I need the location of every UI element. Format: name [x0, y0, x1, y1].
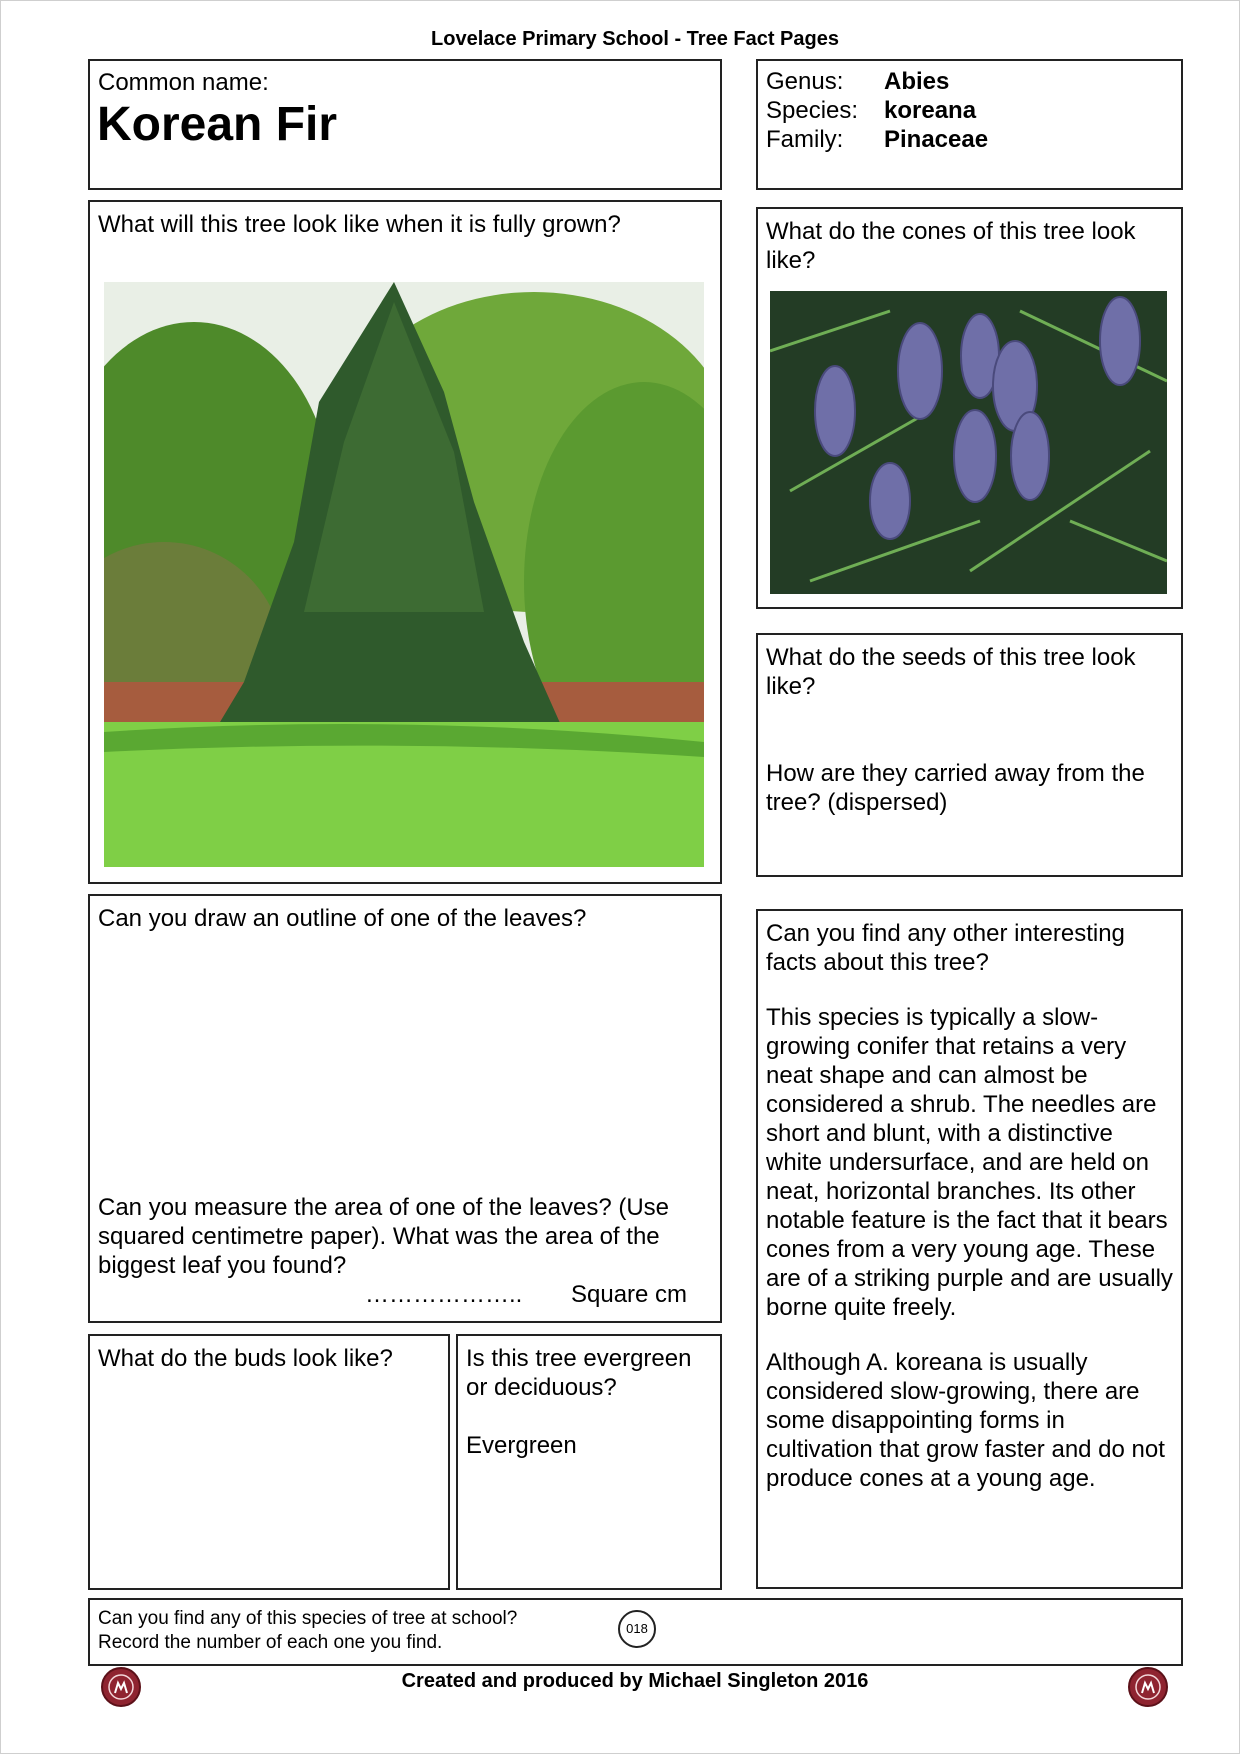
common-name: Korean Fir	[97, 98, 338, 151]
cones-box	[756, 207, 1183, 609]
cones-photo	[770, 291, 1167, 594]
common-name-box	[88, 59, 722, 190]
family-value: Pinaceae	[884, 126, 989, 153]
school-record-line-2: Record the number of each one you find.	[98, 1632, 443, 1653]
buds-question: What do the buds look like?	[98, 1345, 393, 1372]
school-record-box	[88, 1598, 1183, 1666]
facts-paragraph-2: Although A. koreana is usually considered slow-growing, there are some disappointing forms in cultivation that grow faster and do not produce cones at a young age.	[766, 1349, 1165, 1492]
facts-content	[766, 919, 1174, 1519]
genus-row	[766, 67, 1173, 96]
seeds-box	[756, 633, 1183, 877]
cones-question: What do the cones of this tree look like?	[766, 218, 1136, 274]
common-name-label: Common name:	[98, 69, 269, 96]
family-row	[766, 125, 1173, 154]
footer-credit: Created and produced by Michael Singleton 2016	[401, 1670, 869, 1692]
area-unit: Square cm	[571, 1281, 688, 1308]
leaf-area-question: Can you measure the area of one of the leaves? (Use squared centimetre paper). What was the area of the biggest leaf you found?	[98, 1194, 670, 1279]
evergreen-question: Is this tree evergreen or deciduous?	[466, 1345, 692, 1401]
leaf-outline-question: Can you draw an outline of one of the leaves?	[98, 905, 587, 932]
school-record-line-1: Can you find any of this species of tree at school?	[98, 1608, 518, 1629]
evergreen-box	[456, 1334, 722, 1590]
genus-label: Genus:	[766, 68, 844, 95]
taxonomy-box	[756, 59, 1183, 190]
species-row	[766, 96, 1173, 125]
facts-paragraph-1: This species is typically a slow-growing conifer that retains a very neat shape and can almost be considered a shrub. The needles are short and blunt, with a distinctive white undersurface, and are held on neat, horizontal branches. Its other notable feature is the fact that it bears cones from a very young age. These are of a striking purple and are usually borne quite freely.	[766, 1004, 1173, 1321]
area-answer-dots: ………………..	[365, 1281, 523, 1308]
facts-box	[756, 909, 1183, 1589]
leaves-box	[88, 894, 722, 1323]
dispersal-question: How are they carried away from the tree? (dispersed)	[766, 760, 1145, 816]
fully-grown-box	[88, 200, 722, 884]
page-header: Lovelace Primary School - Tree Fact Pages	[431, 28, 839, 50]
facts-question: Can you find any other interesting facts about this tree?	[766, 920, 1125, 976]
tree-photo	[104, 282, 704, 867]
species-label: Species:	[766, 97, 859, 124]
evergreen-answer: Evergreen	[466, 1432, 577, 1459]
page-number-badge: 018	[618, 1610, 656, 1648]
seeds-question: What do the seeds of this tree look like?	[766, 644, 1136, 700]
buds-box	[88, 1334, 450, 1590]
fully-grown-question: What will this tree look like when it is fully grown?	[98, 211, 621, 238]
genus-value: Abies	[884, 68, 950, 95]
family-label: Family:	[766, 126, 844, 153]
species-value: koreana	[884, 97, 977, 124]
